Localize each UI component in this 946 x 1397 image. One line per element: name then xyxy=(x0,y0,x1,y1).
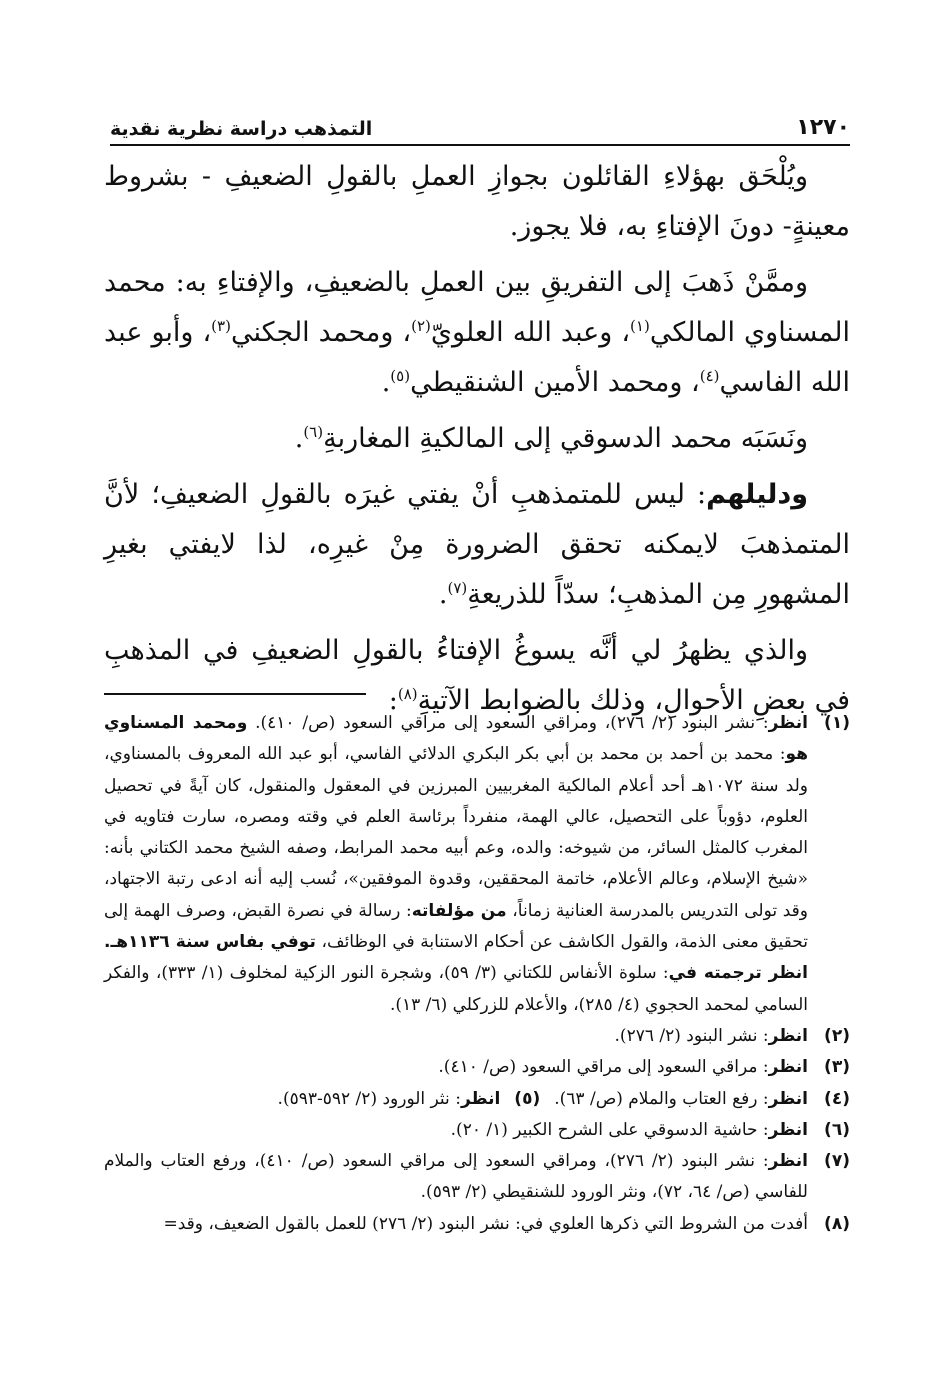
footnote-ref-6[interactable]: (٦) xyxy=(303,423,324,441)
page-header xyxy=(110,104,850,146)
footnote-text xyxy=(104,1084,808,1115)
text-run: . xyxy=(438,579,448,610)
footnote-number: (٤) xyxy=(824,1088,850,1109)
footnote-number: (١) xyxy=(824,713,850,733)
footnote-ref-1[interactable]: (١) xyxy=(630,317,650,335)
text-run: . xyxy=(294,423,304,454)
text-run: ، وعبد الله العلويّ xyxy=(430,317,631,348)
text-run: : نثر الورود (٢/ ٥٩٢-٥٩٣). xyxy=(277,1088,461,1109)
text-run: : محمد بن أحمد بن محمد بن أبي بكر البكري الدلائي الفاسي، أبو عبد الله المعروف بالمسناوي، ولد سنة ١٠٧٢هـ أحد أعلام المالكية المغربيين المبرزين في المعقول والمنقول، كان آيةً في تحصيل العلوم، دؤوباً على التحصيل، عالي الهمة، منفرداً برئاسة العلم في وقته ومصره، سارت فتاويه في المغرب كالمثل السائر، من شيوخه: والده، وعم أبيه محمد المرابط، وصفه الشيخ محمد الكتاني بأنه: «شيخ الإسلام، وعالم الأعلام، خاتمة المحققين، وقدوة الموفقين»، نُسب إليه أنه ادعى رتبة الاجتهاد، وقد تولى التدريس بالمدرسة العنانية زماناً، xyxy=(104,744,809,921)
footnote-text xyxy=(104,1115,808,1146)
text-run: : نشر البنود (٢/ ٢٧٦)، ومراقي السعود إلى مراقي السعود (ص/ ٤١٠). xyxy=(255,713,769,733)
footnote-4-5 xyxy=(104,1084,850,1115)
bold-lead: انظر xyxy=(768,1057,808,1078)
paragraph-4 xyxy=(104,470,850,620)
text-run: ، ومحمد الجكني xyxy=(230,317,412,348)
running-title: التمذهب دراسة نظرية نقدية xyxy=(110,118,373,140)
footnote-ref-2[interactable]: (٢) xyxy=(411,317,431,335)
footnote-3 xyxy=(104,1052,850,1083)
text-run: : مراقي السعود إلى مراقي السعود (ص/ ٤١٠). xyxy=(438,1057,769,1078)
bold-lead: ودليلهم xyxy=(706,479,808,510)
text-run: : نشر البنود (٢/ ٢٧٦). xyxy=(614,1025,769,1046)
text-run: : xyxy=(388,685,398,716)
footnote-ref-7[interactable]: (٧) xyxy=(447,579,468,597)
footnote-text xyxy=(104,1146,808,1209)
footnote-separator xyxy=(104,693,366,695)
text-run: وممَّنْ ذَهبَ إلى التفريقِ بين العملِ بالضعيفِ، والإفتاءِ به: محمد المسناوي المالكي xyxy=(104,267,850,348)
bold-run: ومحمد المسناوي هو xyxy=(104,713,808,765)
footnote-7 xyxy=(104,1146,850,1209)
bold-run: من مؤلفاته xyxy=(411,900,507,921)
main-text xyxy=(104,152,850,732)
bold-lead: انظر xyxy=(768,713,808,733)
bold-lead: انظر xyxy=(768,1151,808,1172)
footnote-text xyxy=(104,1021,808,1052)
footnote-ref-3[interactable]: (٣) xyxy=(211,317,231,335)
text-run: : نشر البنود (٢/ ٢٧٦)، ومراقي السعود إلى مراقي السعود (ص/ ٤١٠)، ورفع العتاب والملام للفاسي (ص/ ٦٤، ٧٢)، ونثر الورود للشنقيطي (٢/ ٥٩٣). xyxy=(104,1151,808,1203)
footnote-1 xyxy=(104,708,850,1021)
text-run: : رفع العتاب والملام (ص/ ٦٣). xyxy=(554,1088,769,1109)
page-number: ١٢٧٠ xyxy=(796,115,850,140)
bold-lead: انظر xyxy=(768,1119,808,1140)
text-run: ، ومحمد الأمين الشنقيطي xyxy=(410,367,700,398)
footnote-number: (٦) xyxy=(824,1119,850,1140)
footnote-ref-8[interactable]: (٨) xyxy=(397,685,418,703)
text-run: . xyxy=(381,367,391,398)
footnote-2 xyxy=(104,1021,850,1052)
text-run: : رسالة في نصرة القبض، وصرف الهمة إلى تحقيق معنى الذمة، والقول الكاشف عن أحكام الاستنابة في الوظائف، xyxy=(104,900,808,953)
bold-lead: انظر xyxy=(768,1088,808,1109)
footnote-number: (٧) xyxy=(824,1151,850,1172)
text-run: والذي يظهرُ لي أنَّه يسوغُ الإفتاءُ بالقولِ الضعيفِ في المذهبِ في بعضِ الأحوالِ، وذلك بالضوابط الآتيةِ xyxy=(104,635,850,716)
text-run: ونَسَبَه محمد الدسوقي إلى المالكيةِ المغاربةِ xyxy=(323,423,808,454)
footnote-text: أفدت من الشروط التي ذكرها العلوي في: نشر البنود (٢/ ٢٧٦) للعمل بالقول الضعيف، وقد= xyxy=(163,1213,808,1234)
paragraph-1: ويُلْحَق بهؤلاءِ القائلون بجوازِ العملِ بالقولِ الضعيفِ - بشروط معينةٍ- دونَ الإفتاءِ به، فلا يجوز. xyxy=(104,161,850,242)
footnote-number: (٨) xyxy=(824,1213,850,1234)
footnote-number: (٥) xyxy=(514,1088,541,1109)
footnote-ref-4[interactable]: (٤) xyxy=(699,367,720,385)
footnote-text xyxy=(104,1052,808,1083)
bold-lead: انظر xyxy=(768,1025,808,1046)
footnotes xyxy=(104,708,850,1240)
footnote-ref-5[interactable]: (٥) xyxy=(390,367,411,385)
text-run: : حاشية الدسوقي على الشرح الكبير (١/ ٢٠). xyxy=(450,1119,769,1140)
bold-run: توفي بفاس سنة ١١٣٦هـ. انظر ترجمته في xyxy=(104,932,808,984)
paragraph-2 xyxy=(104,258,850,408)
footnote-number: (٣) xyxy=(824,1057,850,1078)
footnote-6 xyxy=(104,1115,850,1146)
bold-lead: انظر xyxy=(460,1088,501,1109)
text-run: : سلوة الأنفاس للكتاني (٣/ ٥٩)، وشجرة النور الزكية لمخلوف (١/ ٣٣٣)، والفكر السامي لمحمد الحجوي (٤/ ٢٨٥)، والأعلام للزركلي (٦/ ١٣). xyxy=(104,963,808,1015)
footnote-text xyxy=(104,708,808,1021)
text-run: ، وأبو عبد الله الفاسي xyxy=(104,317,850,398)
footnote-8 xyxy=(104,1209,850,1240)
footnote-number: (٢) xyxy=(824,1025,850,1046)
text-run: : ليس للمتمذهبِ أنْ يفتي غيرَه بالقولِ الضعيفِ؛ لأنَّ المتمذهبَ لايمكنه تحقق الضرورة مِنْ غيرِه، لذا لايفتي بغيرِ المشهورِ مِن المذهبِ؛ سدّاً للذريعةِ xyxy=(104,479,850,610)
paragraph-3 xyxy=(104,414,850,464)
